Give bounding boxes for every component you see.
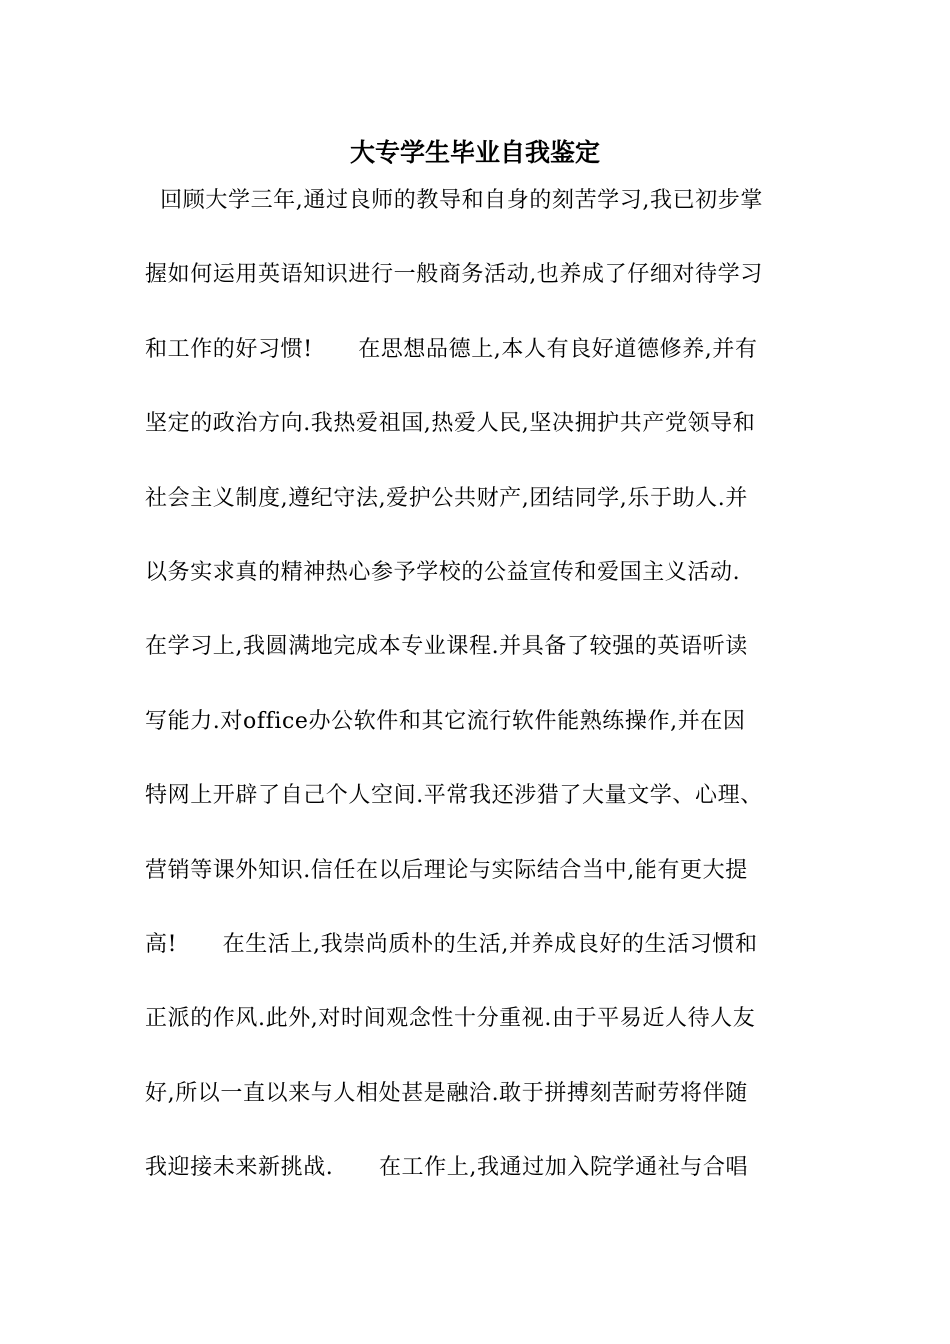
body-line: 正派的作风.此外,对时间观念性十分重视.由于平易近人待人友 <box>145 1006 756 1032</box>
body-line: 和工作的好习惯! 在思想品德上,本人有良好道德修养,并有 <box>145 336 758 362</box>
body-line: 我迎接未来新挑战. 在工作上,我通过加入院学通社与合唱 <box>145 1155 749 1181</box>
body-line: 营销等课外知识.信任在以后理论与实际结合当中,能有更大提 <box>145 857 748 883</box>
body-line: 握如何运用英语知识进行一般商务活动,也养成了仔细对待学习 <box>145 262 763 288</box>
body-line: 在学习上,我圆满地完成本专业课程.并具备了较强的英语听读 <box>145 634 748 660</box>
body-line: 以务实求真的精神热心参予学校的公益宣传和爱国主义活动. <box>145 559 741 585</box>
document-body <box>145 182 807 1223</box>
body-line: 坚定的政治方向.我热爱祖国,热爱人民,坚决拥护共产党领导和 <box>145 411 756 437</box>
body-line: 好,所以一直以来与人相处甚是融洽.敢于拼搏刻苦耐劳将伴随 <box>145 1080 748 1106</box>
body-line: 特网上开辟了自己个人空间.平常我还涉猎了大量文学、心理、 <box>145 783 763 809</box>
body-line: 高! 在生活上,我崇尚质朴的生活,并养成良好的生活习惯和 <box>145 931 758 957</box>
body-line: 写能力.对office办公软件和其它流行软件能熟练操作,并在因 <box>145 708 746 734</box>
body-line: 社会主义制度,遵纪守法,爱护公共财产,团结同学,乐于助人.并 <box>145 485 748 511</box>
document-title: 大专学生毕业自我鉴定 <box>349 138 600 167</box>
body-line: 回顾大学三年,通过良师的教导和自身的刻苦学习,我已初步掌 <box>145 188 763 213</box>
